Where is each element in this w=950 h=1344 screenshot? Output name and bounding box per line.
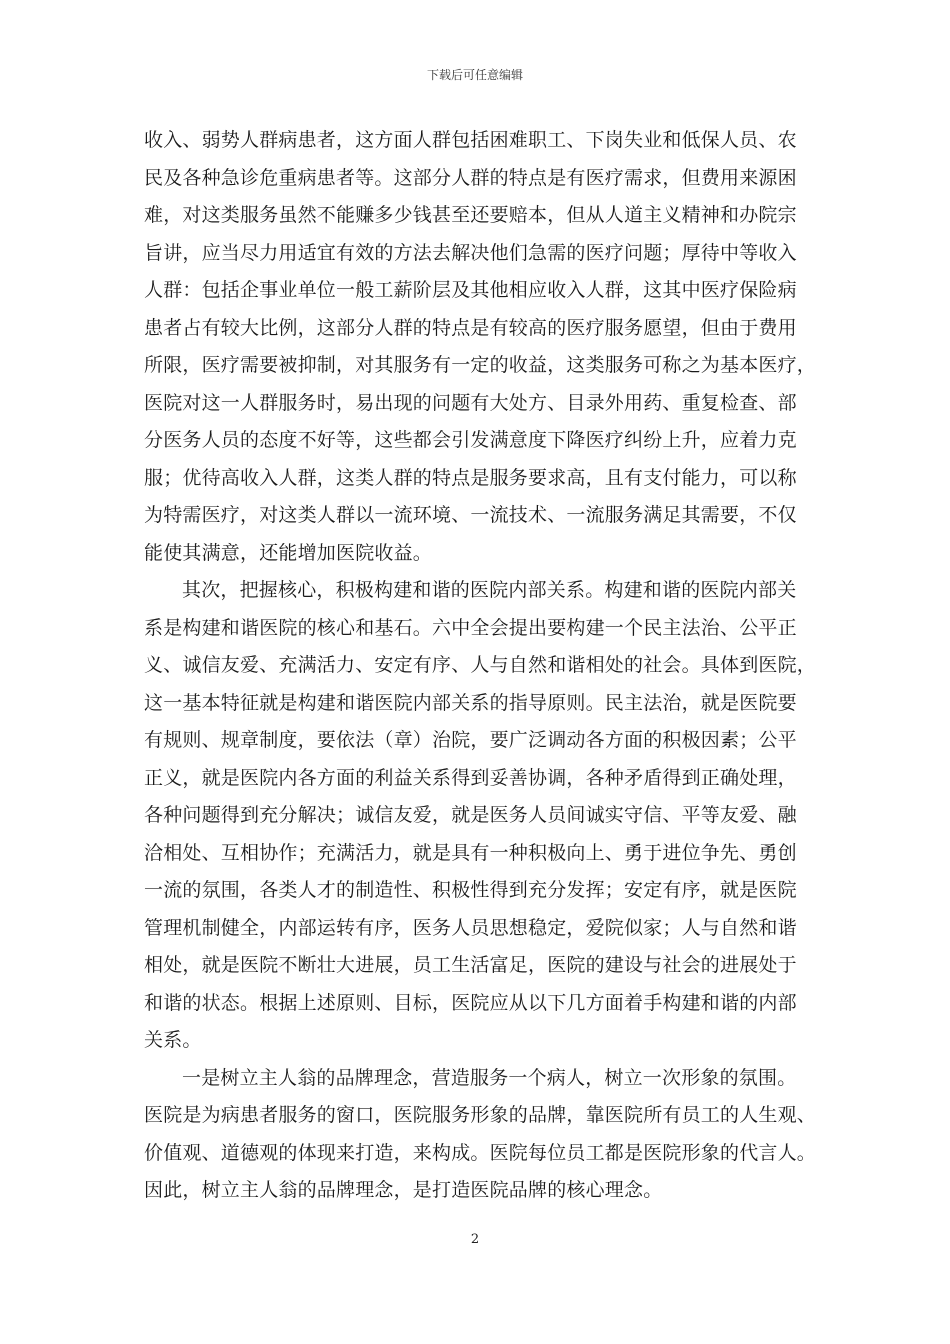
text-line: 因此，树立主人翁的品牌理念，是打造医院品牌的核心理念。 [144,1179,663,1201]
text-line: 分医务人员的态度不好等，这些都会引发满意度下降医疗纠纷上升，应着力克 [144,429,797,451]
text-line: 能使其满意，还能增加医院收益。 [144,541,433,564]
text-line: 义、诚信友爱、充满活力、安定有序、人与自然和谐相处的社会。具体到医院， [144,654,817,676]
page-header: 下载后可任意编辑 [426,68,523,82]
text-line: 难，对这类服务虽然不能赚多少钱甚至还要赔本，但从人道主义精神和办院宗 [144,204,797,226]
text-line: 洽相处、互相协作；充满活力，就是具有一种积极向上、勇于进位争先、勇创 [144,841,797,864]
text-line: 服；优待高收入人群，这类人群的特点是服务要求高，且有支付能力，可以称 [144,466,797,489]
text-line: 正义，就是医院内各方面的利益关系得到妥善协调，各种矛盾得到正确处理， [144,766,797,789]
document-body [144,122,817,1210]
text-line: 医院是为病患者服务的窗口，医院服务形象的品牌，靠医院所有员工的人生观、 [144,1104,817,1126]
text-line: 收入、弱势人群病患者，这方面人群包括困难职工、下岗失业和低保人员、农 [144,129,797,151]
text-line: 各种问题得到充分解决；诚信友爱，就是医务人员间诚实守信、平等友爱、融 [144,804,797,826]
text-line: 为特需医疗，对这类人群以一流环境、一流技术、一流服务满足其需要，不仅 [144,504,797,526]
text-line: 管理机制健全，内部运转有序，医务人员思想稳定，爱院似家；人与自然和谐 [144,916,797,939]
text-line: 人群：包括企事业单位一般工薪阶层及其他相应收入人群，这其中医疗保险病 [144,279,797,301]
text-line: 有规则、规章制度，要依法（章）治院，要广泛调动各方面的积极因素；公平 [144,729,797,751]
text-line: 系是构建和谐医院的核心和基石。六中全会提出要构建一个民主法治、公平正 [144,616,797,639]
page-number: 2 [470,1232,480,1247]
text-line: 关系。 [144,1029,202,1051]
text-line: 患者占有较大比例，这部分人群的特点是有较高的医疗服务愿望，但由于费用 [144,316,797,339]
text-line: 价值观、道德观的体现来打造，来构成。医院每位员工都是医院形象的代言人。 [144,1141,817,1164]
text-line: 一流的氛围，各类人才的制造性、积极性得到充分发挥；安定有序，就是医院 [144,879,797,901]
text-line: 医院对这一人群服务时，易出现的问题有大处方、目录外用药、重复检查、部 [144,391,797,414]
text-line: 所限，医疗需要被抑制，对其服务有一定的收益，这类服务可称之为基本医疗， [144,354,817,376]
paragraph-first-line: 其次，把握核心，积极构建和谐的医院内部关系。构建和谐的医院内部关 [182,579,797,601]
text-line: 这一基本特征就是构建和谐医院内部关系的指导原则。民主法治，就是医院要 [144,691,797,714]
text-line: 民及各种急诊危重病患者等。这部分人群的特点是有医疗需求，但费用来源困 [144,166,797,189]
text-line: 相处，就是医院不断壮大进展，员工生活富足，医院的建设与社会的进展处于 [144,954,797,976]
text-line: 和谐的状态。根据上述原则、目标，医院应从以下几方面着手构建和谐的内部 [144,991,797,1014]
text-line: 旨讲，应当尽力用适宜有效的方法去解决他们急需的医疗问题；厚待中等收入 [144,241,797,264]
paragraph-first-line: 一是树立主人翁的品牌理念，营造服务一个病人，树立一次形象的氛围。 [182,1066,797,1089]
